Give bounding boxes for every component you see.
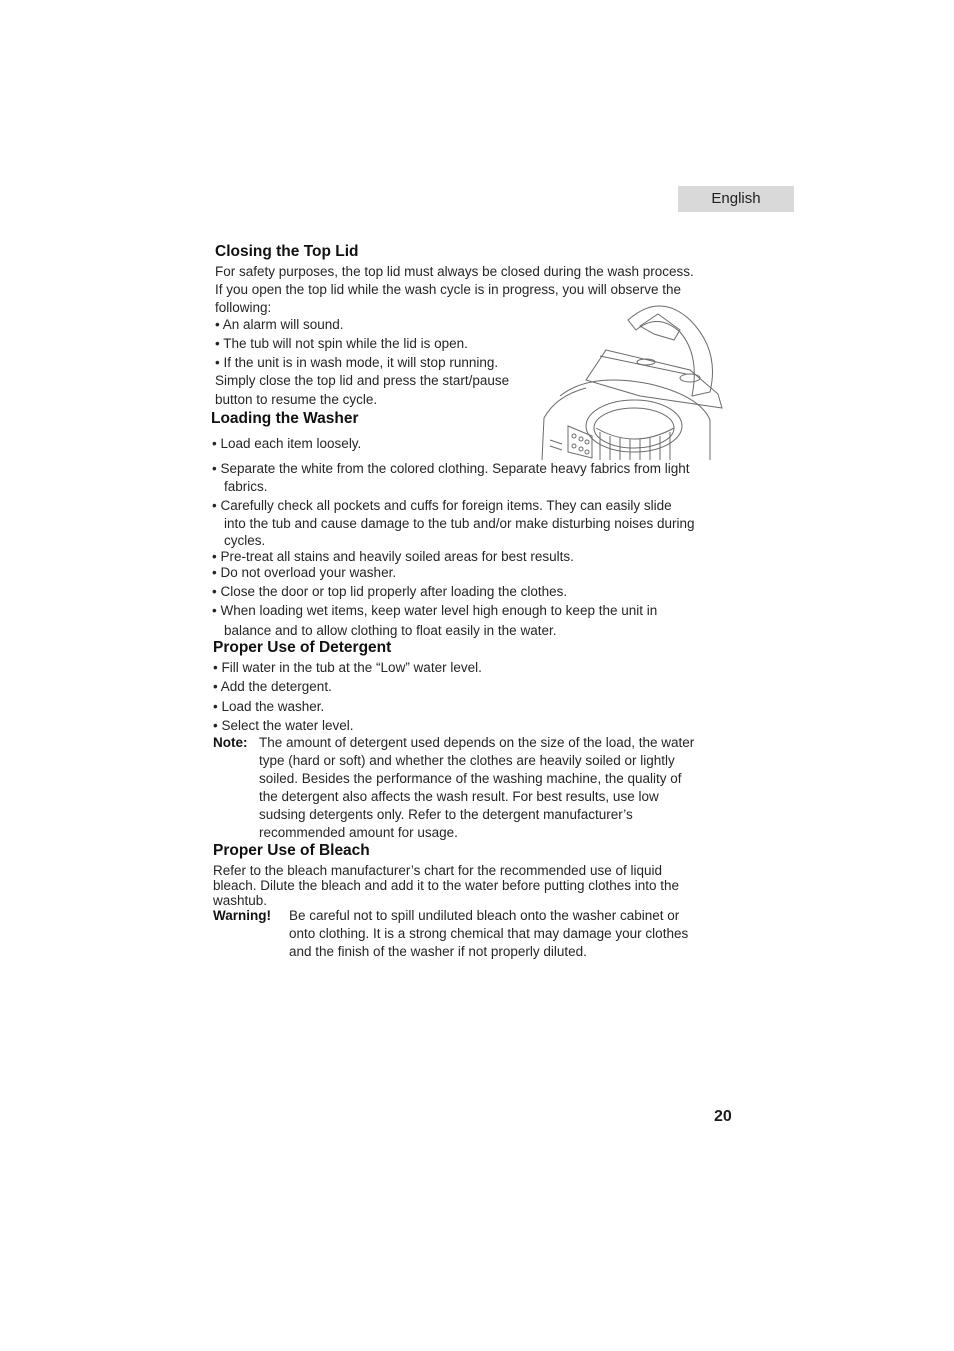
- list-item: [212, 602, 657, 640]
- text-line: • When loading wet items, keep water level high enough to keep the unit in: [212, 603, 658, 618]
- text-line: type (hard or soft) and whether the clothes are heavily soiled or lightly: [259, 753, 675, 768]
- detergent-heading: Proper Use of Detergent: [213, 639, 392, 656]
- text-line: • Separate the white from the colored clothing. Separate heavy fabrics from light: [212, 461, 690, 476]
- closing-heading: Closing the Top Lid: [215, 243, 359, 260]
- list-item: • Select the water level.: [213, 718, 354, 733]
- warning-text: [289, 907, 688, 961]
- closing-bullets: [215, 316, 498, 373]
- text-line: washtub.: [213, 893, 268, 908]
- text-line: balance and to allow clothing to float easily in the water.: [224, 623, 557, 638]
- list-item: [212, 460, 689, 496]
- list-item: • Load the washer.: [213, 699, 325, 714]
- text-line: cycles.: [224, 533, 266, 548]
- text-line: and the finish of the washer if not properly diluted.: [289, 944, 587, 959]
- list-item: • If the unit is in wash mode, it will stop running.: [215, 355, 499, 370]
- text-line: following:: [215, 300, 272, 315]
- list-item: • The tub will not spin while the lid is open.: [215, 336, 468, 351]
- text-line: recommended amount for usage.: [259, 825, 458, 840]
- warning-label: Warning!: [213, 908, 271, 923]
- closing-intro: [215, 263, 694, 317]
- washer-illustration: [540, 300, 740, 460]
- text-line: For safety purposes, the top lid must always be closed during the wash process.: [215, 264, 694, 279]
- text-line: into the tub and cause damage to the tub and/or make disturbing noises during: [224, 516, 695, 531]
- text-line: soiled. Besides the performance of the washing machine, the quality of: [259, 771, 682, 786]
- detergent-bullets: [213, 659, 482, 736]
- note-label: Note:: [213, 735, 248, 750]
- text-line: The amount of detergent used depends on the size of the load, the water: [259, 735, 695, 750]
- bleach-intro: [213, 863, 679, 908]
- list-item: • Close the door or top lid properly after loading the clothes.: [212, 584, 568, 599]
- text-line: Be careful not to spill undiluted bleach onto the washer cabinet or: [289, 908, 680, 923]
- text-line: fabrics.: [224, 479, 268, 494]
- bleach-heading: Proper Use of Bleach: [213, 842, 370, 859]
- list-item: • Do not overload your washer.: [212, 565, 397, 580]
- list-item: • Fill water in the tub at the “Low” water level.: [213, 660, 482, 675]
- text-line: If you open the top lid while the wash cycle is in progress, you will observe the: [215, 282, 681, 297]
- text-line: Refer to the bleach manufacturer’s chart for the recommended use of liquid: [213, 863, 662, 878]
- page-number: 20: [714, 1108, 732, 1125]
- closing-outro: [215, 372, 509, 410]
- list-item: [212, 497, 695, 548]
- list-item: • Add the detergent.: [213, 679, 332, 694]
- note-text: [259, 734, 694, 842]
- text-line: the detergent also affects the wash result. For best results, use low: [259, 789, 659, 804]
- text-line: bleach. Dilute the bleach and add it to the water before putting clothes into the: [213, 878, 680, 893]
- text-line: sudsing detergents only. Refer to the detergent manufacturer’s: [259, 807, 633, 822]
- text-line: • Carefully check all pockets and cuffs for foreign items. They can easily slide: [212, 498, 672, 513]
- text-line: Simply close the top lid and press the start/pause: [215, 373, 510, 388]
- list-item: • Load each item loosely.: [212, 436, 362, 451]
- list-item: • An alarm will sound.: [215, 317, 344, 332]
- text-line: button to resume the cycle.: [215, 392, 378, 407]
- list-item: • Pre-treat all stains and heavily soiled areas for best results.: [212, 549, 574, 564]
- text-line: onto clothing. It is a strong chemical that may damage your clothes: [289, 926, 689, 941]
- language-tab: English: [678, 186, 794, 212]
- loading-heading: Loading the Washer: [211, 410, 359, 427]
